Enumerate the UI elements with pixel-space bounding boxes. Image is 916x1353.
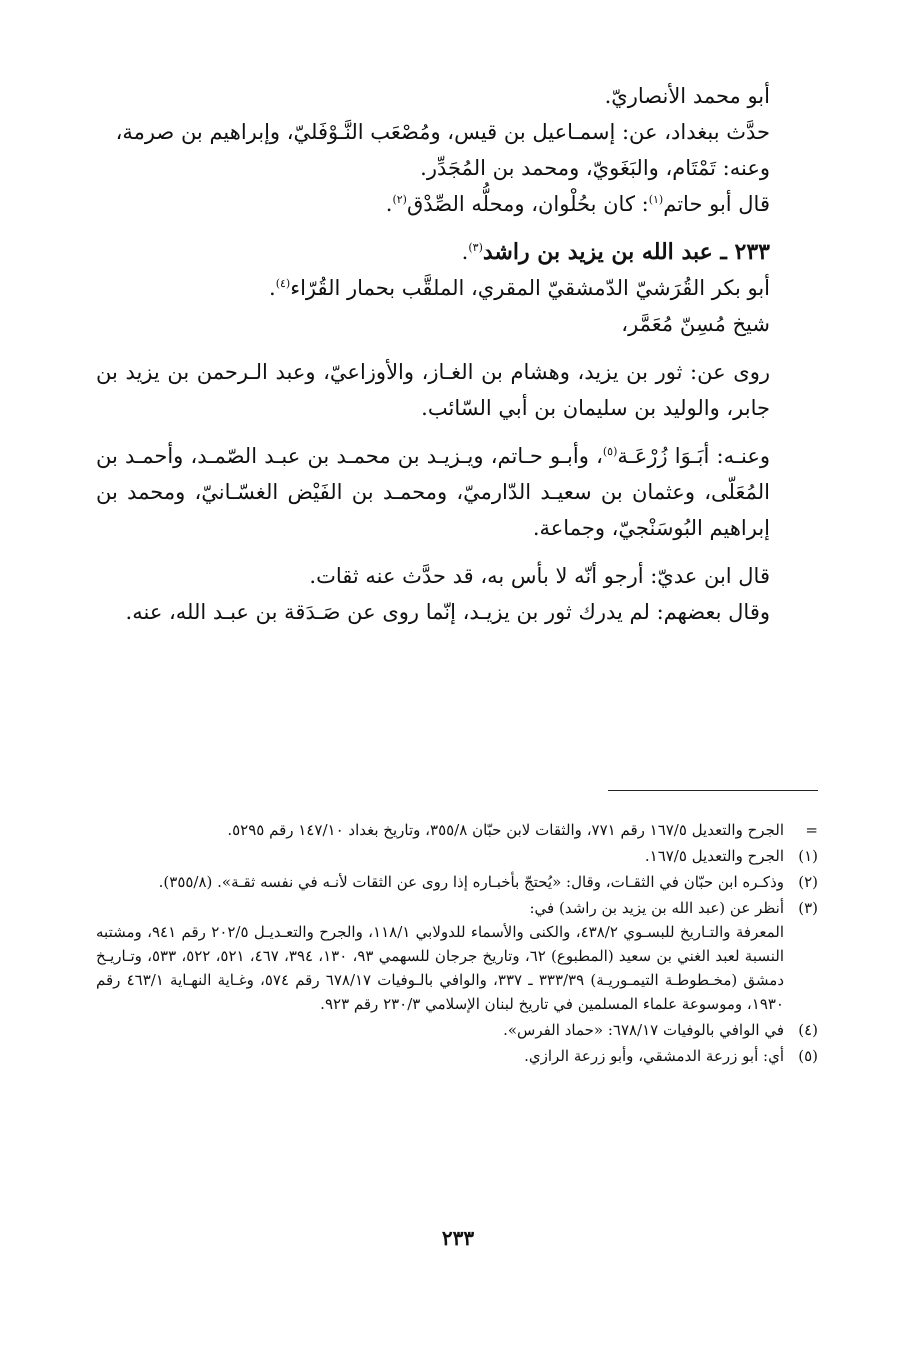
entry-nisba-text: أبو بكر القُرَشيّ الدّمشقيّ المقري، الملقَّب بحمار القُرّاء <box>290 276 770 300</box>
footnote-text: الجرح والتعديل ١٦٧/٥. <box>644 847 784 865</box>
footnote-continuation <box>96 818 818 842</box>
entry-students-rest: ، وأبـو حـاتم، ويـزيـد بن محمـد بن عبـد الصّمـد، وأحمـد بن المُعَلّى، وعثمان بن سعيـد الدّارميّ، ومحمـد بن الفَيْض الغسّـانيّ، ومحمد بن إبراهيم البُوسَنْجيّ، وجماعة. <box>96 444 770 540</box>
footnotes <box>96 818 818 1070</box>
footnote-marker: (٢) <box>798 873 818 891</box>
footnote-text-sources: المعرفة والتـاريخ للبسـوي ٤٣٨/٢، والكنى والأسماء للدولابي ١١٨/١، والجرح والتعـديـل ٢٠٢/٥ رقم ٩٤١، ومشتبه النسبة لعبد الغني بن سعيد (المطبوع) ٦٢، وتاريخ جرجان للسهمي ٩٣، ١٣٠، ٣٩٤، ٤٦٧، ٥٢١، ٥٢٢، ٥٣٣، وتـاريـخ دمشق (مخـطوطـة التيمـوريـة) ٣٣٣/٣٩ ـ ٣٣٧، والوافي بالـوفيات ٦٧٨/١٧ رقم ٥٧٤، وغـاية النهـاية ٤٦٣/١ رقم ١٩٣٠، وموسوعة علماء المسلمين في تاريخ لبنان الإسلامي ٢٣٠/٣ رقم ٩٢٣. <box>96 923 785 1013</box>
footnote-text: في الوافي بالوفيات ٦٧٨/١٧: «حماد الفرس». <box>503 1021 784 1039</box>
footnote-ref-1[interactable]: (١) <box>648 193 664 206</box>
entry-nisba-end: . <box>269 276 276 300</box>
footnote-marker: (٤) <box>798 1021 818 1039</box>
prev-entry-abu-hatim <box>96 186 818 222</box>
footnote-4 <box>96 1018 818 1042</box>
entry-heading-text: ٢٣٣ ـ عبد الله بن يزيد بن راشد <box>482 239 770 265</box>
entry-students <box>96 438 818 546</box>
footnote-ref-3[interactable]: (٣) <box>468 241 483 254</box>
main-text <box>96 78 818 630</box>
prev-entry-students: وعنه: تَمْتَام، والبَغَويّ، ومحمد بن المُجَدِّر. <box>420 156 770 180</box>
footnote-marker: (٥) <box>798 1047 818 1065</box>
footnote-marker: (١) <box>798 847 818 865</box>
footnote-2 <box>96 870 818 894</box>
entry-ibn-adi: قال ابن عديّ: أرجو أنّه لا بأس به، قد حدَّث عنه ثقات. <box>309 564 770 588</box>
footnote-body <box>96 896 784 1016</box>
abu-hatim-saying: : كان بحُلْوان، ومحلُّه الصِّدْق <box>406 192 649 216</box>
footnote-text: وذكـره ابن حبّان في الثقـات، وقال: «يُحتجّ بأخبـاره إذا روى عن الثقات لأنـه في نفسه ثقـة». (٣٥٥/٨). <box>158 873 784 891</box>
abu-hatim-end: . <box>385 192 393 216</box>
entry-students-start: وعنـه: أبَـوَا زُرْعَـة <box>617 444 770 468</box>
entry-heading-end: . <box>461 240 469 264</box>
footnote-ref-4[interactable]: (٤) <box>275 277 291 290</box>
footnote-marker: = <box>805 821 818 839</box>
prev-entry-nisba: أبو محمد الأنصاريّ. <box>604 84 770 108</box>
entry-233-heading <box>96 234 818 270</box>
footnote-separator <box>608 790 818 791</box>
footnote-text: أي: أبو زرعة الدمشقي، وأبو زرعة الرازي. <box>524 1047 784 1065</box>
footnote-marker: (٣) <box>798 899 818 917</box>
entry-some-said: وقال بعضهم: لم يدرك ثور بن يزيـد، إنّما روى عن صَـدَقة بن عبـد الله، عنه. <box>125 600 770 624</box>
page-number: ٢٣٣ <box>441 1226 475 1250</box>
footnote-ref-2[interactable]: (٢) <box>392 193 407 206</box>
footnote-5 <box>96 1044 818 1068</box>
entry-sheikh: شيخ مُسِنّ مُعَمَّر، <box>621 312 770 336</box>
footnote-text: الجرح والتعديل ١٦٧/٥ رقم ٧٧١، والثقات لابن حبّان ٣٥٥/٨، وتاريخ بغداد ١٤٧/١٠ رقم ٥٢٩٥. <box>227 821 784 839</box>
footnote-ref-5[interactable]: (٥) <box>602 445 618 458</box>
entry-nisba <box>96 270 818 306</box>
entry-narrated-from: روى عن: ثور بن يزيد، وهشام بن الغـاز، والأوزاعيّ، وعبد الـرحمن بن يزيد بن جابر، والوليد بن سليمان بن أبي السّائب. <box>96 360 770 420</box>
footnote-text-intro: أنظر عن (عبد الله بن يزيد بن راشد) في: <box>529 899 784 917</box>
footnote-1 <box>96 844 818 868</box>
prev-entry-narrated-from: حدَّث ببغداد، عن: إسمـاعيل بن قيس، ومُصْعَب النَّـوْفَليّ، وإبراهيم بن صرمة، <box>115 120 770 144</box>
footnote-3 <box>96 896 818 1016</box>
abu-hatim-intro: قال أبو حاتم <box>663 192 770 216</box>
